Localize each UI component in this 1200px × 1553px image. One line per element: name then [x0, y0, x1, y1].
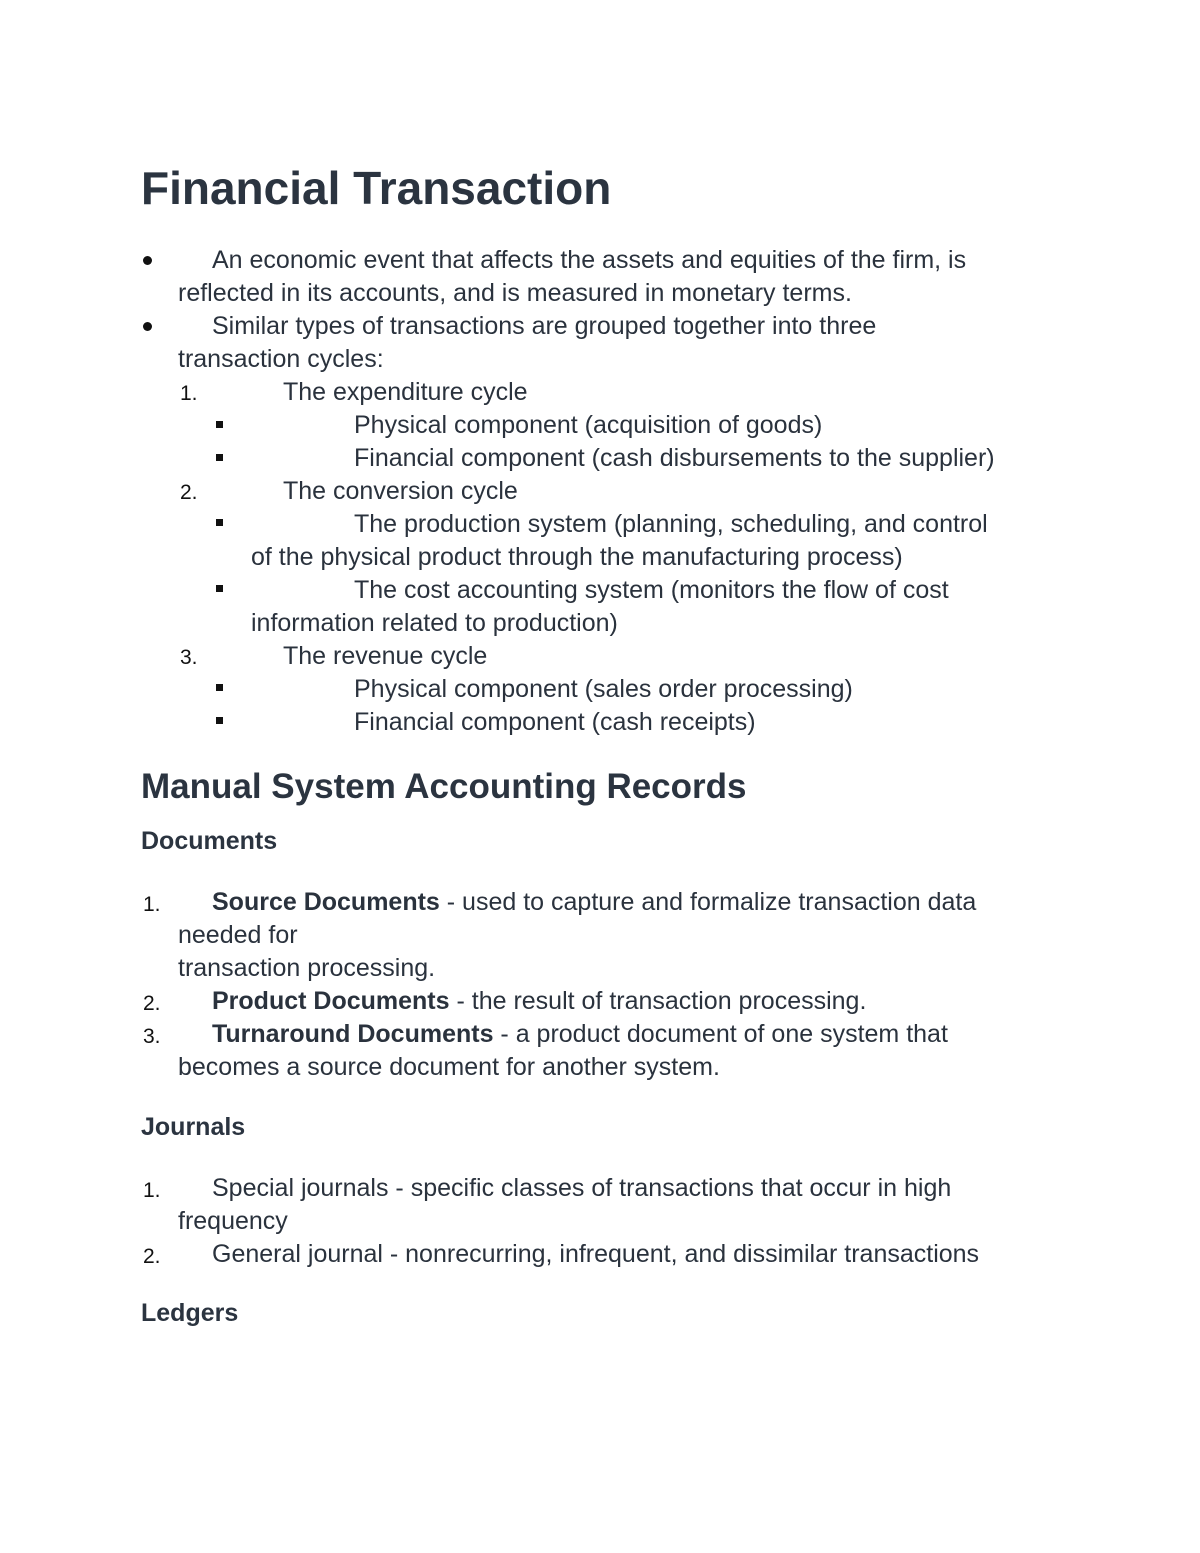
cycle-item: Physical component (sales order processing) [354, 675, 853, 703]
cycle-item: Physical component (acquisition of goods) [354, 411, 823, 439]
cycle-label: The conversion cycle [283, 477, 518, 505]
document-item-cont: transaction processing. [178, 954, 436, 982]
bullet-dot [143, 322, 152, 331]
list-number: 3. [143, 1025, 161, 1048]
subsection-heading: Ledgers [141, 1299, 239, 1327]
cycle-item-cont: information related to production) [251, 609, 618, 637]
document-item [212, 1022, 948, 1047]
square-bullet [216, 717, 223, 724]
cycle-label: The revenue cycle [283, 642, 488, 670]
list-number: 1. [180, 382, 198, 405]
list-number: 2. [180, 481, 198, 504]
journal-item: Special journals - specific classes of transactions that occur in high [212, 1174, 952, 1202]
document-term: Source Documents [212, 888, 440, 916]
bullet-text-line: An economic event that affects the assets and equities of the firm, is [212, 246, 967, 274]
cycle-item: The production system (planning, scheduling, and control [354, 510, 988, 538]
list-number: 3. [180, 646, 198, 669]
document-desc: - a product document of one system that [493, 1020, 948, 1048]
document-item [212, 989, 866, 1014]
square-bullet [216, 421, 223, 428]
list-number: 2. [143, 992, 161, 1015]
bullet-text-line: transaction cycles: [178, 345, 384, 373]
bullet-text-line: reflected in its accounts, and is measured in monetary terms. [178, 279, 852, 307]
document-item [212, 890, 976, 915]
list-number: 1. [143, 1179, 161, 1202]
list-number: 2. [143, 1245, 161, 1268]
document-item-cont: needed for [178, 921, 298, 949]
square-bullet [216, 585, 223, 592]
journal-item-cont: frequency [178, 1207, 288, 1235]
cycle-item: The cost accounting system (monitors the flow of cost [354, 576, 949, 604]
cycle-item: Financial component (cash receipts) [354, 708, 756, 736]
bullet-text-line: Similar types of transactions are grouped together into three [212, 312, 877, 340]
document-item-cont: becomes a source document for another system. [178, 1053, 720, 1081]
square-bullet [216, 519, 223, 526]
document-term: Turnaround Documents [212, 1020, 494, 1048]
section-title: Manual System Accounting Records [141, 767, 747, 806]
cycle-item: Financial component (cash disbursements to the supplier) [354, 444, 995, 472]
list-number: 1. [143, 893, 161, 916]
journal-item: General journal - nonrecurring, infrequent, and dissimilar transactions [212, 1240, 980, 1268]
square-bullet [216, 454, 223, 461]
cycle-label: The expenditure cycle [283, 378, 528, 406]
document-term: Product Documents [212, 987, 450, 1015]
square-bullet [216, 684, 223, 691]
cycle-item-cont: of the physical product through the manufacturing process) [251, 543, 903, 571]
document-desc: - used to capture and formalize transaction data [439, 888, 977, 916]
subsection-heading: Documents [141, 827, 278, 855]
document-desc: - the result of transaction processing. [449, 987, 867, 1015]
page-title: Financial Transaction [141, 162, 612, 214]
subsection-heading: Journals [141, 1113, 246, 1141]
bullet-dot [143, 256, 152, 265]
